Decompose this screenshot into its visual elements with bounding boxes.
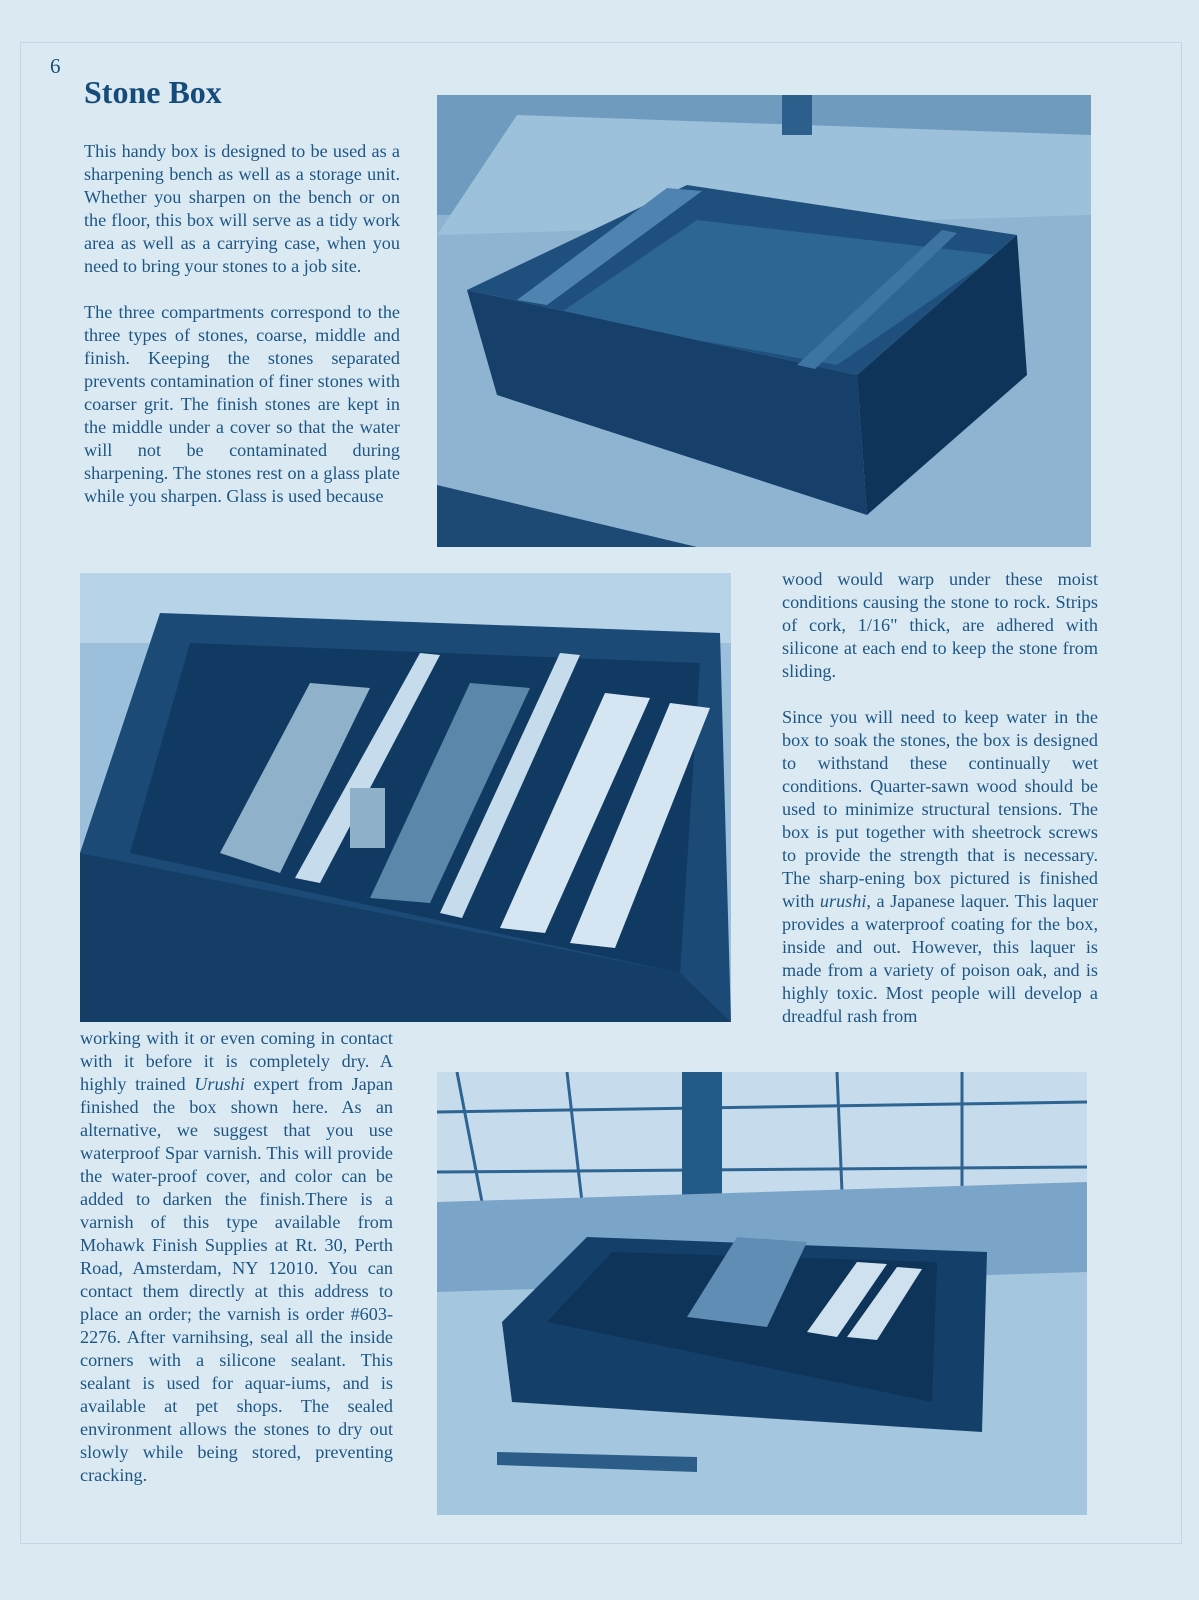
lower-paragraph-1-end: expert from Japan finished the box shown here. As an alternative, we suggest that you use waterproof Spar varnish. This will provide the water-proof cover, and color can be added to darken the finish.There is a varnish of this type available from Mohawk Finish Supplies at Rt. 30, Perth Road, Amsterdam, NY 12010. You can contact them directly at this address to place an order; the varnish is order #603-2276. After varnihsing, seal all the inside corners with a silicone sealant. This sealant is used for aquar-iums, and is available at pet shops. The sealed environment allows the stones to dry out slowly while being stored, preventing cracking.	[80, 1074, 393, 1485]
lower-text-column	[80, 1027, 393, 1487]
lower-paragraph-1	[80, 1027, 393, 1487]
page-title: Stone Box	[84, 74, 222, 110]
middle-paragraph-2	[782, 706, 1098, 1028]
page-number: 6	[50, 54, 61, 78]
photo-closed-stone-box	[437, 95, 1091, 547]
middle-paragraph-2-end: , a Japanese laquer. This laquer provides a waterproof coating for the box, inside and out. However, this laquer is made from a variety of poison oak, and is highly toxic. Most people will develop a dreadful rash from	[782, 891, 1098, 1026]
photo-box-by-window	[437, 1072, 1087, 1515]
intro-paragraph-1: This handy box is designed to be used as a sharpening bench as well as a storage unit. Whether you sharpen on the bench or on the floor, this box will serve as a tidy work area as well as a carrying case, when you need to bring your stones to a job site.	[84, 141, 400, 276]
urushi-expert-term: Urushi	[194, 1074, 245, 1094]
photo-open-stone-box	[80, 573, 731, 1022]
intro-text-column	[84, 140, 400, 508]
urushi-term: urushi	[819, 891, 867, 911]
middle-text-column	[782, 568, 1098, 1028]
lower-paragraph-1-start: working with it or even coming in contact with it before it is completely dry. A highly trained	[80, 1028, 393, 1094]
intro-paragraph-2: The three compartments correspond to the three types of stones, coarse, middle and finish. Keeping the stones separated prevents contamination of finer stones with coarser grit. The finish stones are kept in the middle under a cover so that the water will not be contaminated during sharpening. The stones rest on a glass plate while you sharpen. Glass is used because	[84, 302, 400, 506]
middle-paragraph-1: wood would warp under these moist conditions causing the stone to rock. Strips of cork, 1/16" thick, are adhered with silicone at each end to keep the stone from sliding.	[782, 569, 1098, 681]
middle-paragraph-2-start: Since you will need to keep water in the box to soak the stones, the box is designed to withstand these continually wet conditions. Quarter-sawn wood should be used to minimize structural tensions. The box is put together with sheetrock screws to provide the strength that is necessary. The sharp-ening box pictured is finished with	[782, 707, 1098, 911]
